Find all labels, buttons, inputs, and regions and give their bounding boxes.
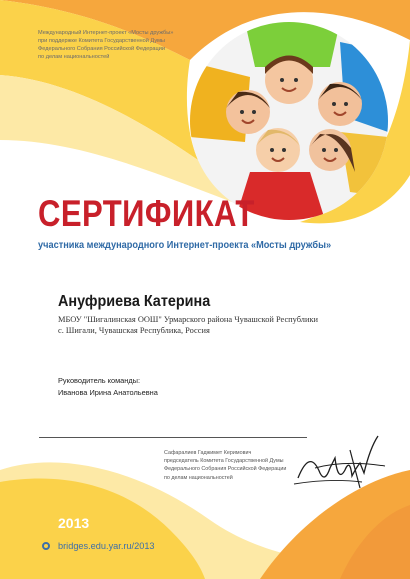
signer-line: Сафаралиев Гаджимет Керимович bbox=[164, 450, 252, 456]
signer-line: Федерального Собрания Российской Федерации bbox=[164, 466, 287, 473]
leader-label: Руководитель команды: bbox=[58, 376, 141, 385]
header-line: Федерального Собрания Российской Федерации bbox=[38, 46, 165, 52]
header-line: при поддержке Комитета Государственной Думы bbox=[38, 38, 165, 44]
handwritten-signature bbox=[290, 428, 390, 493]
participant-name: Ануфриева Катерина bbox=[58, 293, 211, 310]
header-text bbox=[38, 29, 208, 61]
certificate-year: 2013 bbox=[58, 515, 90, 531]
website-url[interactable]: bridges.edu.yar.ru/2013 bbox=[58, 541, 155, 551]
header-line: по делам национальностей bbox=[38, 54, 110, 60]
header-line: Международный Интернет-проект «Мосты дружбы» bbox=[38, 30, 174, 36]
participant-school bbox=[58, 314, 318, 336]
leader-name: Иванова Ирина Анатольевна bbox=[58, 388, 158, 397]
school-address-line: с. Шигали, Чувашская Республика, Россия bbox=[58, 326, 210, 335]
website-link[interactable] bbox=[42, 541, 155, 551]
globe-icon bbox=[42, 542, 50, 550]
signer-line: по делам национальностей bbox=[164, 474, 233, 481]
certificate-subtitle: участника международного Интернет-проекта «Мосты дружбы» bbox=[38, 240, 332, 251]
school-line: МБОУ "Шигалинская ООШ" Урмарского района Чувашской Республики bbox=[58, 315, 318, 324]
certificate-title: СЕРТИФИКАТ bbox=[38, 193, 255, 234]
signer-line: председатель Комитета Государственной Думы bbox=[164, 458, 284, 465]
signature-line bbox=[39, 437, 307, 438]
children-photo bbox=[190, 22, 388, 220]
